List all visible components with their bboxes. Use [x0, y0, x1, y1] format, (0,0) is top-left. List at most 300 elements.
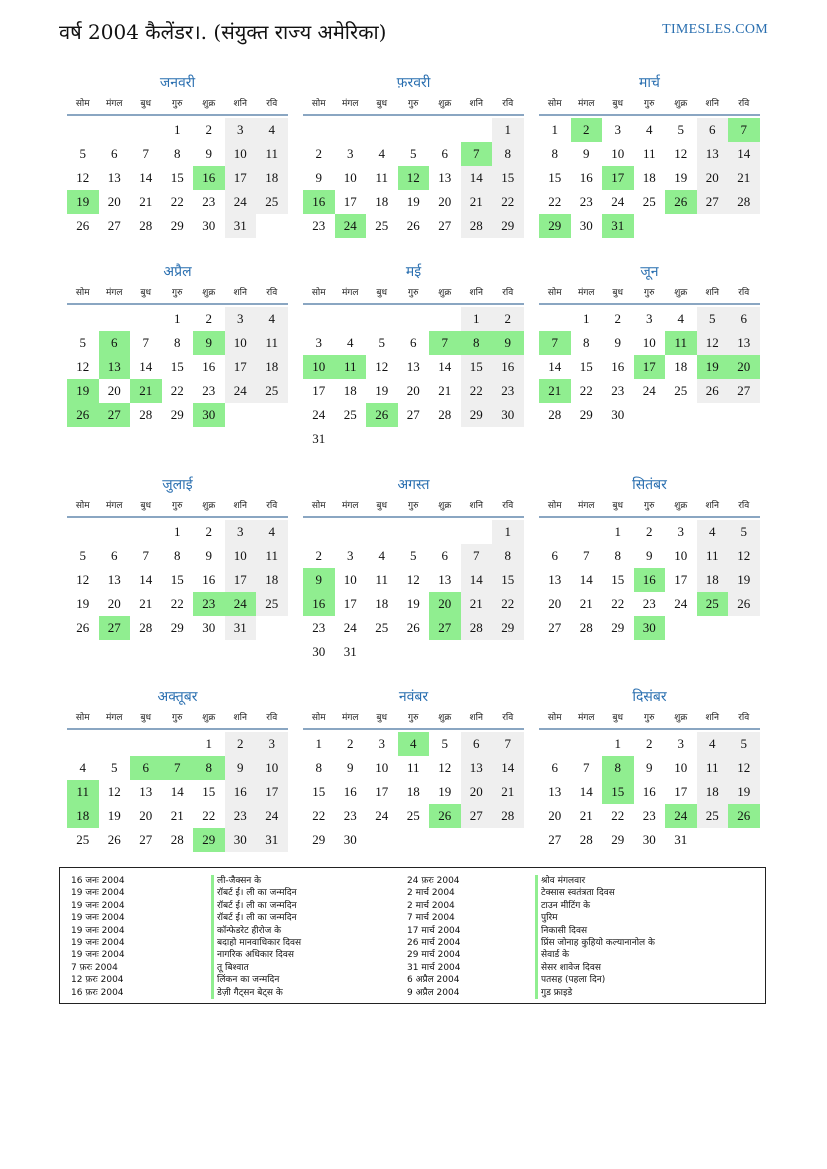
- day-cell[interactable]: 20: [461, 780, 493, 804]
- day-cell[interactable]: 3: [677, 736, 684, 751]
- day-cell[interactable]: 27: [107, 218, 121, 233]
- day-cell[interactable]: 17: [375, 784, 389, 799]
- day-cell[interactable]: 23: [642, 596, 656, 611]
- day-cell[interactable]: 28: [139, 407, 153, 422]
- day-cell[interactable]: 22: [170, 383, 184, 398]
- day-cell[interactable]: 8: [602, 756, 634, 780]
- day-cell[interactable]: 13: [728, 331, 760, 355]
- day-cell[interactable]: 21: [170, 808, 184, 823]
- day-cell[interactable]: 21: [579, 808, 593, 823]
- day-cell[interactable]: 19: [67, 190, 99, 214]
- day-cell[interactable]: 2: [347, 736, 354, 751]
- day-cell[interactable]: 18: [697, 780, 729, 804]
- day-cell[interactable]: 1: [583, 311, 590, 326]
- day-cell[interactable]: 14: [139, 359, 153, 374]
- day-cell[interactable]: 6: [697, 118, 729, 142]
- day-cell[interactable]: 9: [205, 146, 212, 161]
- day-cell[interactable]: 9: [646, 760, 653, 775]
- day-cell[interactable]: 4: [677, 311, 684, 326]
- day-cell[interactable]: 23: [642, 808, 656, 823]
- day-cell[interactable]: 6: [461, 732, 493, 756]
- day-cell[interactable]: 19: [107, 808, 121, 823]
- day-cell[interactable]: 12: [728, 544, 760, 568]
- day-cell[interactable]: 4: [378, 548, 385, 563]
- day-cell[interactable]: 29: [461, 403, 493, 427]
- day-cell[interactable]: 20: [429, 592, 461, 616]
- day-cell[interactable]: 9: [646, 548, 653, 563]
- day-cell[interactable]: 1: [315, 736, 322, 751]
- day-cell[interactable]: 13: [139, 784, 153, 799]
- day-cell[interactable]: 20: [107, 596, 121, 611]
- day-cell[interactable]: 29: [170, 620, 184, 635]
- day-cell[interactable]: 3: [614, 122, 621, 137]
- day-cell[interactable]: 24: [256, 804, 288, 828]
- day-cell[interactable]: 29: [539, 214, 571, 238]
- day-cell[interactable]: 24: [611, 194, 625, 209]
- day-cell[interactable]: 30: [193, 403, 225, 427]
- day-cell[interactable]: 4: [646, 122, 653, 137]
- day-cell[interactable]: 24: [225, 190, 257, 214]
- day-cell[interactable]: 15: [611, 572, 625, 587]
- day-cell[interactable]: 11: [67, 780, 99, 804]
- day-cell[interactable]: 15: [492, 568, 524, 592]
- day-cell[interactable]: 8: [614, 548, 621, 563]
- day-cell[interactable]: 2: [646, 524, 653, 539]
- day-cell[interactable]: 6: [111, 548, 118, 563]
- day-cell[interactable]: 30: [312, 644, 326, 659]
- day-cell[interactable]: 18: [674, 359, 688, 374]
- day-cell[interactable]: 7: [142, 146, 149, 161]
- day-cell[interactable]: 29: [492, 616, 524, 640]
- day-cell[interactable]: 31: [312, 431, 326, 446]
- day-cell[interactable]: 15: [492, 166, 524, 190]
- day-cell[interactable]: 16: [579, 170, 593, 185]
- day-cell[interactable]: 10: [674, 760, 688, 775]
- day-cell[interactable]: 3: [347, 548, 354, 563]
- day-cell[interactable]: 27: [99, 403, 131, 427]
- day-cell[interactable]: 20: [406, 383, 420, 398]
- day-cell[interactable]: 15: [202, 784, 216, 799]
- day-cell[interactable]: 13: [438, 572, 452, 587]
- day-cell[interactable]: 12: [76, 572, 90, 587]
- day-cell[interactable]: 7: [162, 756, 194, 780]
- day-cell[interactable]: 26: [697, 379, 729, 403]
- day-cell[interactable]: 17: [312, 383, 326, 398]
- day-cell[interactable]: 27: [697, 190, 729, 214]
- day-cell[interactable]: 24: [674, 596, 688, 611]
- day-cell[interactable]: 8: [583, 335, 590, 350]
- day-cell[interactable]: 15: [548, 170, 562, 185]
- day-cell[interactable]: 17: [634, 355, 666, 379]
- day-cell[interactable]: 8: [174, 335, 181, 350]
- day-cell[interactable]: 25: [375, 620, 389, 635]
- day-cell[interactable]: 8: [174, 548, 181, 563]
- day-cell[interactable]: 12: [406, 572, 420, 587]
- day-cell[interactable]: 18: [642, 170, 656, 185]
- day-cell[interactable]: 24: [343, 620, 357, 635]
- day-cell[interactable]: 25: [256, 190, 288, 214]
- day-cell[interactable]: 10: [256, 756, 288, 780]
- day-cell[interactable]: 2: [315, 146, 322, 161]
- day-cell[interactable]: 2: [205, 122, 212, 137]
- day-cell[interactable]: 14: [170, 784, 184, 799]
- day-cell[interactable]: 26: [429, 804, 461, 828]
- day-cell[interactable]: 15: [461, 355, 493, 379]
- day-cell[interactable]: 1: [551, 122, 558, 137]
- day-cell[interactable]: 25: [256, 592, 288, 616]
- day-cell[interactable]: 28: [139, 218, 153, 233]
- day-cell[interactable]: 3: [256, 732, 288, 756]
- day-cell[interactable]: 5: [111, 760, 118, 775]
- day-cell[interactable]: 31: [225, 214, 257, 238]
- day-cell[interactable]: 1: [174, 122, 181, 137]
- day-cell[interactable]: 21: [130, 379, 162, 403]
- day-cell[interactable]: 24: [225, 379, 257, 403]
- day-cell[interactable]: 31: [225, 616, 257, 640]
- day-cell[interactable]: 16: [492, 355, 524, 379]
- day-cell[interactable]: 15: [170, 359, 184, 374]
- day-cell[interactable]: 1: [614, 736, 621, 751]
- day-cell[interactable]: 1: [461, 307, 493, 331]
- day-cell[interactable]: 24: [375, 808, 389, 823]
- day-cell[interactable]: 25: [697, 804, 729, 828]
- day-cell[interactable]: 27: [99, 616, 131, 640]
- day-cell[interactable]: 3: [677, 524, 684, 539]
- day-cell[interactable]: 23: [343, 808, 357, 823]
- day-cell[interactable]: 1: [614, 524, 621, 539]
- day-cell[interactable]: 23: [579, 194, 593, 209]
- day-cell[interactable]: 4: [398, 732, 430, 756]
- day-cell[interactable]: 22: [312, 808, 326, 823]
- day-cell[interactable]: 18: [697, 568, 729, 592]
- day-cell[interactable]: 3: [378, 736, 385, 751]
- day-cell[interactable]: 7: [728, 118, 760, 142]
- day-cell[interactable]: 13: [107, 170, 121, 185]
- day-cell[interactable]: 19: [728, 568, 760, 592]
- day-cell[interactable]: 15: [170, 170, 184, 185]
- day-cell[interactable]: 12: [438, 760, 452, 775]
- day-cell[interactable]: 2: [225, 732, 257, 756]
- day-cell[interactable]: 20: [548, 596, 562, 611]
- day-cell[interactable]: 6: [441, 548, 448, 563]
- day-cell[interactable]: 18: [256, 568, 288, 592]
- day-cell[interactable]: 28: [579, 832, 593, 847]
- day-cell[interactable]: 20: [548, 808, 562, 823]
- day-cell[interactable]: 21: [139, 194, 153, 209]
- day-cell[interactable]: 13: [406, 359, 420, 374]
- day-cell[interactable]: 25: [256, 379, 288, 403]
- day-cell[interactable]: 6: [551, 760, 558, 775]
- day-cell[interactable]: 7: [539, 331, 571, 355]
- day-cell[interactable]: 26: [728, 804, 760, 828]
- day-cell[interactable]: 8: [315, 760, 322, 775]
- day-cell[interactable]: 5: [410, 548, 417, 563]
- day-cell[interactable]: 23: [611, 383, 625, 398]
- day-cell[interactable]: 6: [728, 307, 760, 331]
- day-cell[interactable]: 9: [303, 568, 335, 592]
- day-cell[interactable]: 19: [67, 379, 99, 403]
- day-cell[interactable]: 14: [139, 572, 153, 587]
- day-cell[interactable]: 12: [697, 331, 729, 355]
- day-cell[interactable]: 14: [579, 572, 593, 587]
- day-cell[interactable]: 6: [111, 146, 118, 161]
- day-cell[interactable]: 29: [492, 214, 524, 238]
- day-cell[interactable]: 28: [579, 620, 593, 635]
- day-cell[interactable]: 7: [429, 331, 461, 355]
- day-cell[interactable]: 11: [375, 572, 389, 587]
- day-cell[interactable]: 1: [492, 118, 524, 142]
- day-cell[interactable]: 10: [343, 572, 357, 587]
- day-cell[interactable]: 21: [461, 190, 493, 214]
- day-cell[interactable]: 5: [79, 335, 86, 350]
- day-cell[interactable]: 13: [697, 142, 729, 166]
- day-cell[interactable]: 16: [225, 780, 257, 804]
- day-cell[interactable]: 1: [492, 520, 524, 544]
- day-cell[interactable]: 22: [170, 194, 184, 209]
- day-cell[interactable]: 27: [438, 218, 452, 233]
- day-cell[interactable]: 14: [461, 166, 493, 190]
- day-cell[interactable]: 28: [438, 407, 452, 422]
- day-cell[interactable]: 27: [406, 407, 420, 422]
- day-cell[interactable]: 19: [406, 596, 420, 611]
- day-cell[interactable]: 21: [461, 592, 493, 616]
- day-cell[interactable]: 19: [438, 784, 452, 799]
- day-cell[interactable]: 17: [225, 355, 257, 379]
- day-cell[interactable]: 12: [107, 784, 121, 799]
- day-cell[interactable]: 28: [461, 214, 493, 238]
- day-cell[interactable]: 4: [697, 732, 729, 756]
- day-cell[interactable]: 30: [202, 218, 216, 233]
- day-cell[interactable]: 23: [312, 218, 326, 233]
- day-cell[interactable]: 19: [406, 194, 420, 209]
- day-cell[interactable]: 17: [225, 166, 257, 190]
- day-cell[interactable]: 29: [170, 218, 184, 233]
- day-cell[interactable]: 19: [76, 596, 90, 611]
- day-cell[interactable]: 17: [674, 572, 688, 587]
- day-cell[interactable]: 14: [492, 756, 524, 780]
- day-cell[interactable]: 18: [375, 194, 389, 209]
- day-cell[interactable]: 22: [461, 379, 493, 403]
- day-cell[interactable]: 28: [492, 804, 524, 828]
- day-cell[interactable]: 8: [551, 146, 558, 161]
- day-cell[interactable]: 17: [343, 194, 357, 209]
- day-cell[interactable]: 8: [193, 756, 225, 780]
- day-cell[interactable]: 18: [375, 596, 389, 611]
- day-cell[interactable]: 18: [256, 166, 288, 190]
- day-cell[interactable]: 21: [492, 780, 524, 804]
- day-cell[interactable]: 15: [170, 572, 184, 587]
- day-cell[interactable]: 30: [343, 832, 357, 847]
- day-cell[interactable]: 14: [139, 170, 153, 185]
- day-cell[interactable]: 15: [602, 780, 634, 804]
- day-cell[interactable]: 9: [315, 170, 322, 185]
- day-cell[interactable]: 16: [642, 784, 656, 799]
- day-cell[interactable]: 5: [79, 146, 86, 161]
- day-cell[interactable]: 13: [107, 572, 121, 587]
- day-cell[interactable]: 12: [674, 146, 688, 161]
- day-cell[interactable]: 27: [728, 379, 760, 403]
- day-cell[interactable]: 6: [99, 331, 131, 355]
- day-cell[interactable]: 14: [548, 359, 562, 374]
- day-cell[interactable]: 3: [225, 307, 257, 331]
- day-cell[interactable]: 6: [130, 756, 162, 780]
- day-cell[interactable]: 20: [438, 194, 452, 209]
- day-cell[interactable]: 11: [642, 146, 656, 161]
- day-cell[interactable]: 20: [139, 808, 153, 823]
- day-cell[interactable]: 26: [665, 190, 697, 214]
- day-cell[interactable]: 24: [312, 407, 326, 422]
- day-cell[interactable]: 15: [312, 784, 326, 799]
- day-cell[interactable]: 19: [728, 780, 760, 804]
- day-cell[interactable]: 24: [225, 592, 257, 616]
- day-cell[interactable]: 25: [343, 407, 357, 422]
- day-cell[interactable]: 14: [728, 142, 760, 166]
- day-cell[interactable]: 5: [378, 335, 385, 350]
- day-cell[interactable]: 27: [461, 804, 493, 828]
- day-cell[interactable]: 27: [548, 620, 562, 635]
- day-cell[interactable]: 19: [674, 170, 688, 185]
- day-cell[interactable]: 11: [256, 142, 288, 166]
- day-cell[interactable]: 9: [225, 756, 257, 780]
- day-cell[interactable]: 23: [312, 620, 326, 635]
- day-cell[interactable]: 11: [665, 331, 697, 355]
- day-cell[interactable]: 25: [406, 808, 420, 823]
- day-cell[interactable]: 4: [256, 118, 288, 142]
- day-cell[interactable]: 23: [492, 379, 524, 403]
- day-cell[interactable]: 11: [697, 756, 729, 780]
- day-cell[interactable]: 3: [347, 146, 354, 161]
- day-cell[interactable]: 3: [225, 118, 257, 142]
- day-cell[interactable]: 2: [205, 311, 212, 326]
- day-cell[interactable]: 9: [205, 548, 212, 563]
- day-cell[interactable]: 30: [202, 620, 216, 635]
- day-cell[interactable]: 8: [174, 146, 181, 161]
- day-cell[interactable]: 7: [492, 732, 524, 756]
- day-cell[interactable]: 23: [202, 194, 216, 209]
- day-cell[interactable]: 20: [107, 383, 121, 398]
- day-cell[interactable]: 13: [438, 170, 452, 185]
- day-cell[interactable]: 26: [728, 592, 760, 616]
- day-cell[interactable]: 11: [697, 544, 729, 568]
- day-cell[interactable]: 10: [674, 548, 688, 563]
- day-cell[interactable]: 13: [548, 784, 562, 799]
- day-cell[interactable]: 16: [202, 359, 216, 374]
- day-cell[interactable]: 31: [256, 828, 288, 852]
- day-cell[interactable]: 5: [677, 122, 684, 137]
- day-cell[interactable]: 12: [76, 170, 90, 185]
- day-cell[interactable]: 25: [375, 218, 389, 233]
- day-cell[interactable]: 9: [614, 335, 621, 350]
- day-cell[interactable]: 28: [461, 616, 493, 640]
- day-cell[interactable]: 12: [398, 166, 430, 190]
- day-cell[interactable]: 28: [170, 832, 184, 847]
- day-cell[interactable]: 16: [634, 568, 666, 592]
- day-cell[interactable]: 3: [315, 335, 322, 350]
- day-cell[interactable]: 31: [602, 214, 634, 238]
- day-cell[interactable]: 26: [406, 218, 420, 233]
- day-cell[interactable]: 22: [611, 596, 625, 611]
- day-cell[interactable]: 10: [375, 760, 389, 775]
- day-cell[interactable]: 29: [611, 620, 625, 635]
- day-cell[interactable]: 5: [441, 736, 448, 751]
- day-cell[interactable]: 29: [579, 407, 593, 422]
- day-cell[interactable]: 1: [174, 311, 181, 326]
- day-cell[interactable]: 10: [611, 146, 625, 161]
- day-cell[interactable]: 31: [674, 832, 688, 847]
- day-cell[interactable]: 17: [674, 784, 688, 799]
- day-cell[interactable]: 17: [225, 568, 257, 592]
- day-cell[interactable]: 7: [461, 544, 493, 568]
- day-cell[interactable]: 6: [410, 335, 417, 350]
- day-cell[interactable]: 12: [375, 359, 389, 374]
- day-cell[interactable]: 30: [579, 218, 593, 233]
- day-cell[interactable]: 9: [492, 331, 524, 355]
- day-cell[interactable]: 16: [303, 592, 335, 616]
- day-cell[interactable]: 17: [343, 596, 357, 611]
- day-cell[interactable]: 22: [202, 808, 216, 823]
- day-cell[interactable]: 19: [375, 383, 389, 398]
- day-cell[interactable]: 21: [139, 596, 153, 611]
- day-cell[interactable]: 28: [139, 620, 153, 635]
- day-cell[interactable]: 6: [551, 548, 558, 563]
- day-cell[interactable]: 4: [378, 146, 385, 161]
- day-cell[interactable]: 23: [225, 804, 257, 828]
- day-cell[interactable]: 11: [256, 331, 288, 355]
- day-cell[interactable]: 8: [492, 544, 524, 568]
- day-cell[interactable]: 11: [375, 170, 389, 185]
- day-cell[interactable]: 2: [571, 118, 603, 142]
- day-cell[interactable]: 10: [225, 331, 257, 355]
- day-cell[interactable]: 18: [343, 383, 357, 398]
- day-cell[interactable]: 1: [205, 736, 212, 751]
- day-cell[interactable]: 21: [728, 166, 760, 190]
- day-cell[interactable]: 18: [256, 355, 288, 379]
- day-cell[interactable]: 19: [697, 355, 729, 379]
- day-cell[interactable]: 25: [76, 832, 90, 847]
- day-cell[interactable]: 4: [697, 520, 729, 544]
- day-cell[interactable]: 29: [312, 832, 326, 847]
- day-cell[interactable]: 9: [193, 331, 225, 355]
- day-cell[interactable]: 21: [438, 383, 452, 398]
- day-cell[interactable]: 16: [343, 784, 357, 799]
- day-cell[interactable]: 14: [579, 784, 593, 799]
- day-cell[interactable]: 23: [193, 592, 225, 616]
- day-cell[interactable]: 4: [256, 520, 288, 544]
- day-cell[interactable]: 25: [642, 194, 656, 209]
- day-cell[interactable]: 6: [441, 146, 448, 161]
- day-cell[interactable]: 13: [99, 355, 131, 379]
- day-cell[interactable]: 26: [107, 832, 121, 847]
- day-cell[interactable]: 9: [583, 146, 590, 161]
- day-cell[interactable]: 30: [642, 832, 656, 847]
- day-cell[interactable]: 24: [665, 804, 697, 828]
- day-cell[interactable]: 22: [548, 194, 562, 209]
- day-cell[interactable]: 1: [174, 524, 181, 539]
- day-cell[interactable]: 10: [642, 335, 656, 350]
- day-cell[interactable]: 30: [492, 403, 524, 427]
- day-cell[interactable]: 28: [548, 407, 562, 422]
- day-cell[interactable]: 11: [335, 355, 367, 379]
- day-cell[interactable]: 26: [67, 403, 99, 427]
- day-cell[interactable]: 7: [461, 142, 493, 166]
- day-cell[interactable]: 7: [142, 335, 149, 350]
- day-cell[interactable]: 17: [256, 780, 288, 804]
- day-cell[interactable]: 7: [142, 548, 149, 563]
- day-cell[interactable]: 15: [579, 359, 593, 374]
- day-cell[interactable]: 16: [611, 359, 625, 374]
- day-cell[interactable]: 2: [646, 736, 653, 751]
- day-cell[interactable]: 12: [76, 359, 90, 374]
